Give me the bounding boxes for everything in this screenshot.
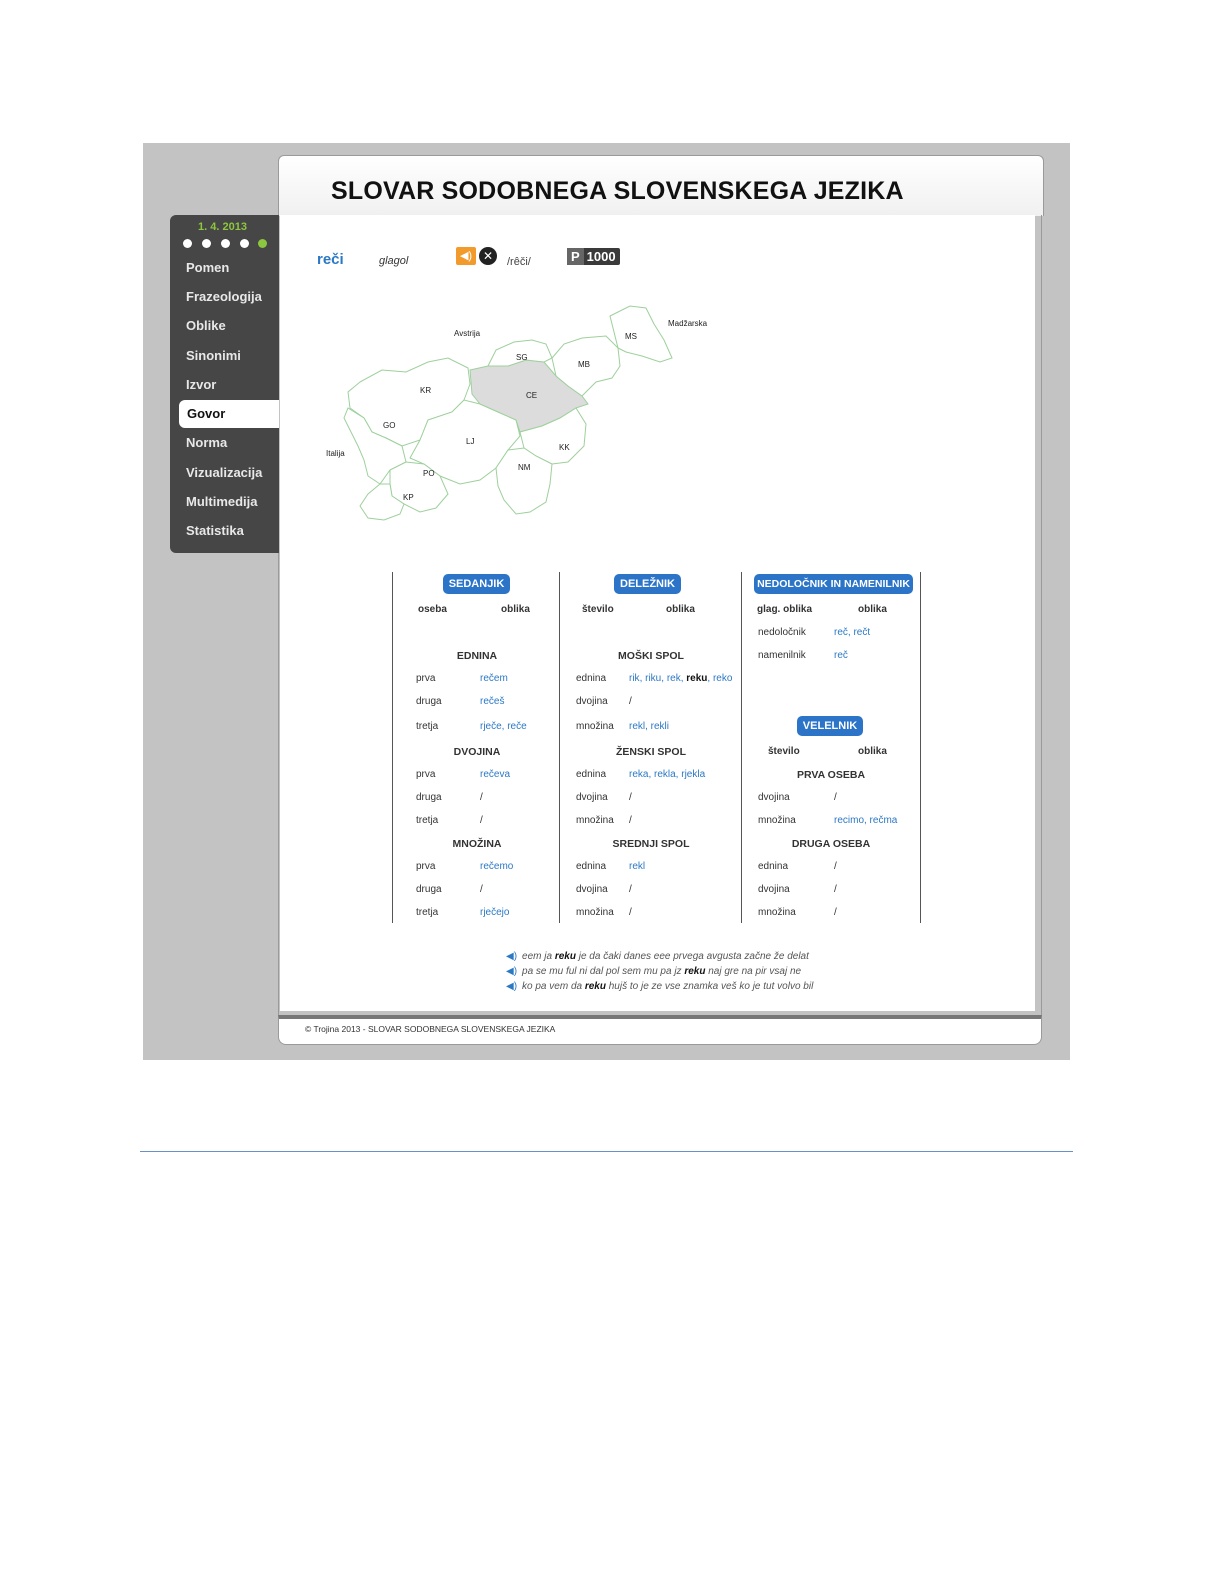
deleznik-srednji-spol: SREDNJI SPOL <box>612 838 690 850</box>
deleznik-moski-spol: MOŠKI SPOL <box>618 650 684 662</box>
table-cell: dvojina <box>758 792 790 803</box>
table-cell: ednina <box>576 673 607 684</box>
sidebar-item-norma[interactable]: Norma <box>186 435 228 450</box>
headword: reči <box>317 251 344 268</box>
table-cell: prva <box>416 861 436 872</box>
form-link[interactable]: reč <box>834 650 848 661</box>
table-cell: / <box>480 792 483 803</box>
map-label-kp: KP <box>403 493 414 502</box>
table-cell: množina <box>758 815 796 826</box>
velelnik-prva-oseba: PRVA OSEBA <box>796 769 866 781</box>
table-cell: / <box>480 815 483 826</box>
table-cell: / <box>629 696 632 707</box>
table-cell: prva <box>416 769 436 780</box>
deleznik-col-stevilo: število <box>582 604 614 615</box>
example-sentence <box>506 981 813 992</box>
deleznik-header: DELEŽNIK <box>614 574 681 594</box>
speaker-icon[interactable]: ◀) <box>506 966 518 977</box>
form-link[interactable]: rečeva <box>480 769 511 780</box>
map-label-sg: SG <box>516 353 528 362</box>
table-cell: / <box>834 792 837 803</box>
table-cell: množina <box>758 907 796 918</box>
example-post: je da čaki danes eee prvega avgusta začne že delat <box>575 951 809 962</box>
example-post: naj gre na pir vsaj ne <box>705 966 802 977</box>
progress-dot <box>202 239 211 248</box>
form-link[interactable]: rečeš <box>480 696 505 707</box>
map-label-madzarska: Madžarska <box>668 319 708 328</box>
part-of-speech: glagol <box>379 255 409 267</box>
sidebar-item-statistika[interactable]: Statistika <box>186 523 244 538</box>
map-label-lj: LJ <box>466 437 475 446</box>
example-pre: eem ja <box>522 951 555 962</box>
table-cell: tretja <box>416 815 439 826</box>
sidebar-item-oblike[interactable]: Oblike <box>186 318 226 333</box>
sidebar-item-govor[interactable]: Govor <box>179 400 279 428</box>
table-cell: / <box>480 884 483 895</box>
form-link[interactable]: rečemo <box>480 861 514 872</box>
nedolocnik-header: NEDOLOČNIK IN NAMENILNIK <box>754 574 913 594</box>
form-link[interactable]: reka, rekla, rjekla <box>629 769 706 780</box>
speaker-icon[interactable]: ◀) <box>506 951 518 962</box>
example-sentence <box>506 951 809 962</box>
velelnik-col-stevilo: število <box>768 746 800 757</box>
map-region-murska-sobota[interactable] <box>610 306 672 362</box>
example-pre: ko pa vem da <box>522 981 585 992</box>
table-cell: množina <box>576 907 614 918</box>
sidebar-item-frazeologija[interactable]: Frazeologija <box>186 289 262 304</box>
sidebar-date: 1. 4. 2013 <box>198 221 247 233</box>
table-cell: / <box>629 907 632 918</box>
sedanjik-mnozina: MNOŽINA <box>452 838 502 850</box>
table-cell: namenilnik <box>758 650 806 661</box>
sidebar-item-pomen[interactable]: Pomen <box>186 260 230 275</box>
table-cell: tretja <box>416 907 439 918</box>
table-cell: ednina <box>758 861 789 872</box>
sedanjik-header: SEDANJIK <box>443 574 510 594</box>
sidebar-item-multimedija[interactable]: Multimedija <box>186 494 258 509</box>
velelnik-col-oblika: oblika <box>858 746 887 757</box>
nedolocnik-col-oblika: oblika <box>858 604 887 615</box>
map-label-avstrija: Avstrija <box>454 329 481 338</box>
map-label-ms: MS <box>625 332 637 341</box>
table-cell: množina <box>576 721 614 732</box>
example-keyword: reku <box>554 951 576 962</box>
progress-dot-active <box>258 239 267 248</box>
progress-dot <box>240 239 249 248</box>
form-link[interactable]: rječejo <box>480 907 510 918</box>
table-cell: druga <box>416 792 442 803</box>
table-cell: druga <box>416 696 442 707</box>
map-label-nm: NM <box>518 463 531 472</box>
table-cell: nedoločnik <box>758 627 806 638</box>
progress-dot <box>183 239 192 248</box>
table-cell: ednina <box>576 769 607 780</box>
footer-text: © Trojina 2013 - SLOVAR SODOBNEGA SLOVENSKEGA JEZIKA <box>305 1024 556 1034</box>
progress-dot <box>221 239 230 248</box>
map-label-kr: KR <box>420 386 432 395</box>
table-cell: / <box>629 792 632 803</box>
sidebar <box>170 215 279 553</box>
table-cell: dvojina <box>576 884 608 895</box>
frequency-badge <box>567 248 620 265</box>
sedanjik-col-oseba: oseba <box>418 604 447 615</box>
nedolocnik-col-glag-oblika: glag. oblika <box>757 604 813 615</box>
table-cell: dvojina <box>758 884 790 895</box>
form-link[interactable]: rječe, reče <box>480 721 527 732</box>
sedanjik-col-oblika: oblika <box>501 604 530 615</box>
deleznik-zenski-spol: ŽENSKI SPOL <box>615 746 686 758</box>
example-pre: pa se mu ful ni dal pol sem mu pa jz <box>522 966 685 977</box>
table-cell: / <box>834 861 837 872</box>
velelnik-druga-oseba: DRUGA OSEBA <box>791 838 871 850</box>
table-cell: druga <box>416 884 442 895</box>
sedanjik-ednina: EDNINA <box>456 650 498 662</box>
table-cell: množina <box>576 815 614 826</box>
sidebar-item-vizualizacija[interactable]: Vizualizacija <box>186 465 263 480</box>
app-title: SLOVAR SODOBNEGA SLOVENSKEGA JEZIKA <box>331 177 904 205</box>
map-label-po: PO <box>423 469 435 478</box>
table-cell: ednina <box>576 861 607 872</box>
mute-icon[interactable]: ✕ <box>479 247 497 265</box>
map-label-ce: CE <box>526 391 538 400</box>
map-label-kk: KK <box>559 443 570 452</box>
app-footer <box>278 1015 1042 1045</box>
table-cell: / <box>834 884 837 895</box>
sedanjik-dvojina: DVOJINA <box>453 746 501 758</box>
table-cell: / <box>629 884 632 895</box>
example-keyword: reku <box>684 966 706 977</box>
table-cell: dvojina <box>576 792 608 803</box>
map-label-mb: MB <box>578 360 590 369</box>
column-divider <box>392 572 393 923</box>
table-cell: / <box>629 815 632 826</box>
speaker-icon[interactable]: ◀) <box>506 981 518 992</box>
velelnik-header: VELELNIK <box>797 716 863 736</box>
pronunciation: /rêči/ <box>507 256 531 268</box>
app-header <box>278 155 1044 216</box>
table-cell: tretja <box>416 721 439 732</box>
form-link[interactable]: rekl, rekli <box>629 721 670 732</box>
form-link[interactable]: reč, rečt <box>834 627 871 638</box>
table-cell: dvojina <box>576 696 608 707</box>
map-label-italija: Italija <box>326 449 345 458</box>
table-cell: / <box>834 907 837 918</box>
speaker-icon[interactable]: ◀) <box>456 247 476 265</box>
deleznik-col-oblika: oblika <box>666 604 695 615</box>
example-sentence <box>506 966 801 977</box>
page-divider <box>140 1151 1073 1152</box>
column-divider <box>920 572 921 923</box>
example-keyword: reku <box>584 981 606 992</box>
map-label-go: GO <box>383 421 396 430</box>
sidebar-item-sinonimi[interactable]: Sinonimi <box>186 348 241 363</box>
frequency-prefix: P <box>567 248 584 265</box>
form-link[interactable]: rečem <box>480 673 508 684</box>
form-link[interactable]: recimo, rečma <box>834 815 898 826</box>
form-link[interactable]: rik, riku, rek, reku, reko <box>629 673 733 684</box>
table-cell: prva <box>416 673 436 684</box>
form-link[interactable]: rekl <box>629 861 646 872</box>
dialect-map <box>320 300 740 530</box>
frequency-value: 1000 <box>586 249 616 264</box>
example-post: hujš to je ze vse znamka veš ko je tut volvo bil <box>605 981 814 992</box>
sidebar-item-izvor[interactable]: Izvor <box>186 377 217 392</box>
